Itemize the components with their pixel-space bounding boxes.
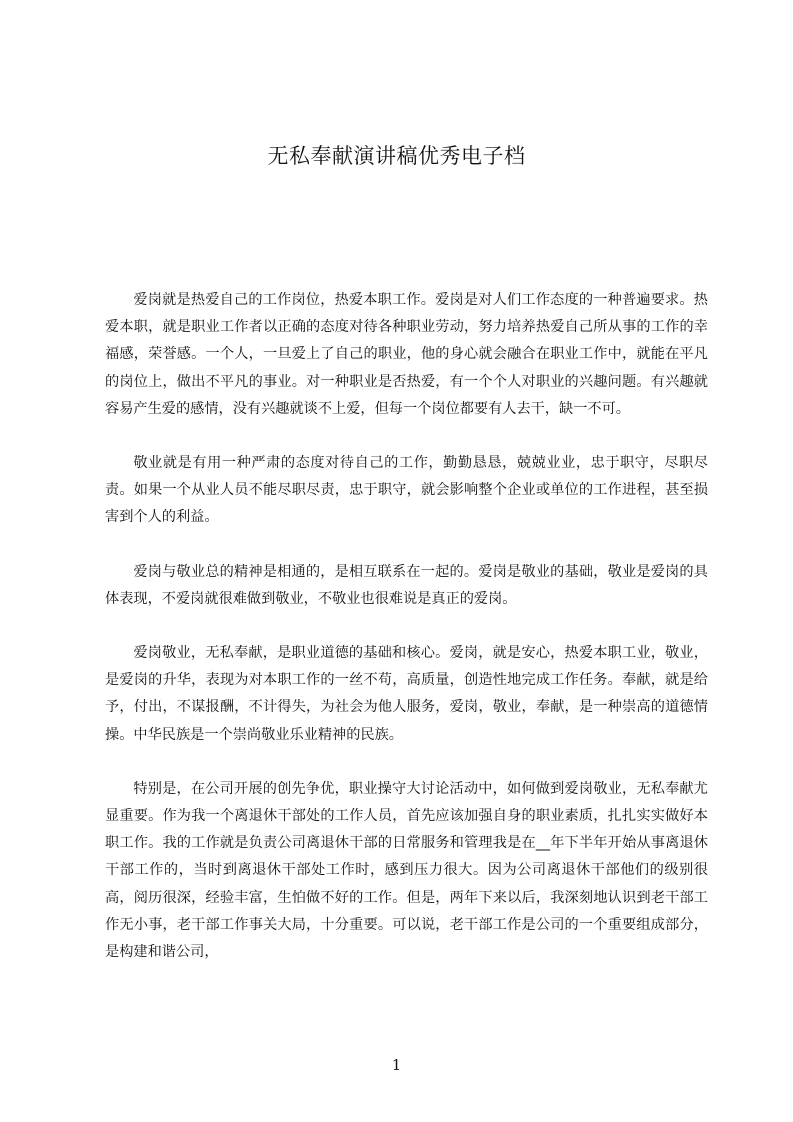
document-body [105,287,708,993]
page-number: 1 [391,1056,402,1074]
paragraph: 爱岗就是热爱自己的工作岗位，热爱本职工作。爱岗是对人们工作态度的一种普遍要求。热爱本职，就是职业工作者以正确的态度对待各种职业劳动，努力培养热爱自己所从事的工作的幸福感，荣誉感。一个人，一旦爱上了自己的职业，他的身心就会融合在职业工作中，就能在平凡的岗位上，做出不平凡的事业。对一种职业是否热爱，有一个个人对职业的兴趣问题。有兴趣就容易产生爱的感情，没有兴趣就谈不上爱，但每一个岗位都要有人去干，缺一不可。 [105,292,708,417]
paragraph: 爱岗与敬业总的精神是相通的，是相互联系在一起的。爱岗是敬业的基础，敬业是爱岗的具体表现，不爱岗就很难做到敬业，不敬业也很难说是真正的爱岗。 [105,563,708,607]
paragraph: 敬业就是有用一种严肃的态度对待自己的工作，勤勤恳恳，兢兢业业，忠于职守，尽职尽责。如果一个从业人员不能尽职尽责，忠于职守，就会影响整个企业或单位的工作进程，甚至损害到个人的利益。 [105,455,708,526]
paragraph: 爱岗敬业，无私奉献，是职业道德的基础和核心。爱岗，就是安心，热爱本职工业，敬业，是爱岗的升华，表现为对本职工作的一丝不苟，高质量，创造性地完成工作任务。奉献，就是给予，付出，不谋报酬，不计得失，为社会为他人服务，爱岗，敬业，奉献，是一种崇高的道德情操。中华民族是一个崇尚敬业乐业精神的民族。 [105,645,708,743]
paragraph: 特别是，在公司开展的创先争优，职业操守大讨论活动中，如何做到爱岗敬业，无私奉献尤显重要。作为我一个离退休干部处的工作人员，首先应该加强自身的职业素质，扎扎实实做好本职工作。我的工作就是负责公司离退休干部的日常服务和管理我是在__年下半年开始从事离退休干部工作的，当时到离退休干部处工作时，感到压力很大。因为公司离退休干部他们的级别很高，阅历很深，经验丰富，生怕做不好的工作。但是，两年下来以后，我深刻地认识到老干部工作无小事，老干部工作事关大局，十分重要。可以说，老干部工作是公司的一个重要组成部分，是构建和谐公司， [105,780,708,961]
document-title: 无私奉献演讲稿优秀电子档 [267,144,526,168]
